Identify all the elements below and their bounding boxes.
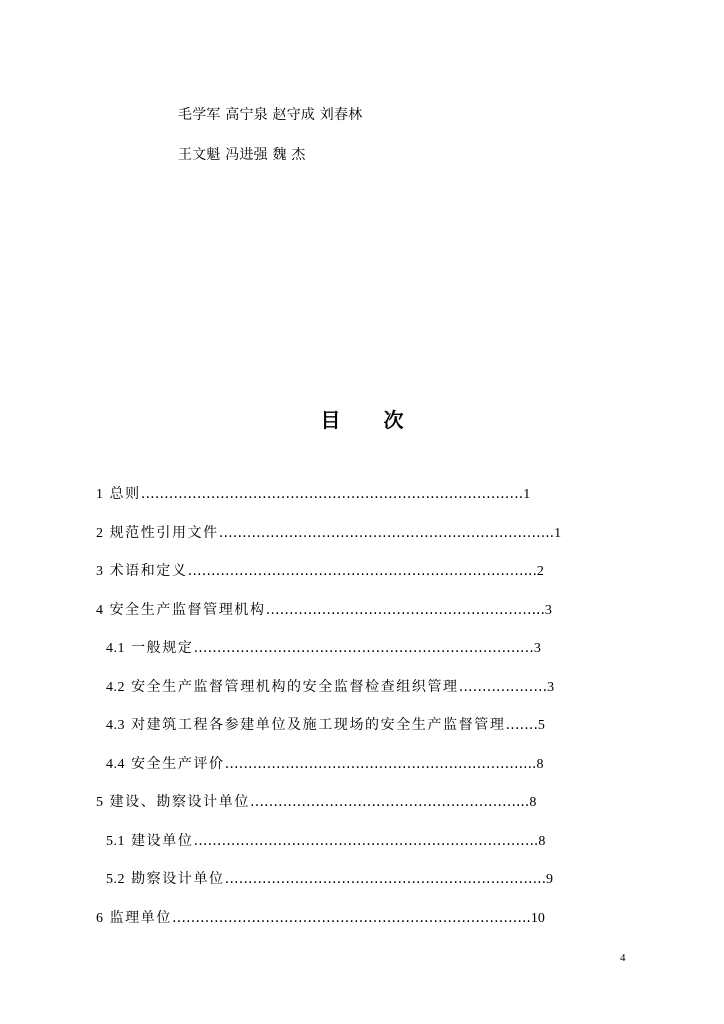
toc-entry-number: 5.2	[106, 872, 125, 887]
toc-entry-leader: ………………………………………………………………..	[193, 832, 539, 849]
toc-entry-leader: ………………………………………………………………...	[187, 563, 537, 579]
toc-entry-page: 9	[546, 872, 554, 887]
toc-entry-title: 总则	[109, 486, 141, 502]
toc-entry-leader: ………………………………………………………....	[224, 755, 537, 772]
toc-entry-page: 3	[544, 602, 552, 618]
toc-entry-number: 4.4	[106, 756, 125, 772]
toc-entry-number: 4.2	[106, 679, 125, 695]
toc-entry-title: 建设、勘察设计单位	[109, 794, 250, 810]
toc-entry	[96, 792, 561, 831]
toc-entry-page: 1	[523, 487, 531, 502]
toc-entry-title: 安全生产监督管理机构	[109, 601, 266, 618]
toc-heading: 目 次	[320, 408, 422, 432]
toc-entry-title: 监理单位	[109, 909, 172, 926]
toc-entry-leader: …………………………………………………………………..	[171, 909, 531, 926]
toc-entry-leader: ……………………………………………………………………….	[140, 486, 524, 502]
toc-entry-leader: …………………………………………………………...	[224, 871, 547, 887]
toc-entry-title: 勘察设计单位	[131, 871, 225, 887]
page-number: 4	[620, 952, 626, 964]
toc-entry-leader: ……………….	[458, 678, 548, 695]
author-names-line-1: 毛学军 高宁泉 赵守成 刘春林	[178, 107, 363, 123]
toc-entry	[96, 600, 561, 639]
toc-entry-page: 8	[529, 795, 537, 810]
toc-entry-leader: …………………………………………………...	[249, 794, 530, 810]
toc-entry-number: 2	[96, 525, 104, 541]
toc-entry-number: 1	[96, 487, 104, 502]
toc-entry-page: 2	[536, 564, 544, 579]
toc-entry-leader: …………………………………………………...	[265, 601, 545, 618]
toc-entry	[96, 715, 561, 754]
toc-entry-page: 1	[554, 525, 562, 541]
toc-entry-number: 6	[96, 910, 104, 926]
toc-entry-title: 规范性引用文件	[109, 524, 219, 541]
toc-entry	[96, 908, 561, 947]
toc-entry-title: 术语和定义	[109, 563, 188, 579]
toc-entry	[96, 561, 561, 600]
toc-entry-leader: …………………………………………………………….…	[193, 640, 534, 656]
toc-entry-title: 安全生产评价	[131, 755, 225, 772]
toc-entry-title: 一般规定	[131, 640, 194, 656]
toc-entry	[96, 484, 561, 523]
toc-entry-title: 安全生产监督管理机构的安全监督检查组织管理	[131, 678, 459, 695]
toc-entry-leader: …….	[505, 717, 538, 733]
toc-entry	[96, 638, 561, 677]
toc-entry-number: 3	[96, 564, 104, 579]
toc-entry-number: 5	[96, 795, 104, 810]
toc-entry	[96, 523, 561, 562]
toc-entry	[96, 754, 561, 793]
toc-entry-page: 3	[547, 679, 555, 695]
toc-entry-number: 4.3	[106, 718, 125, 733]
toc-entry-number: 5.1	[106, 833, 125, 849]
toc-entry-number: 4.1	[106, 641, 125, 656]
toc-entry-page: 8	[536, 756, 544, 772]
toc-entry	[96, 831, 561, 870]
toc-entry-number: 4	[96, 602, 104, 618]
toc-entry-title: 对建筑工程各参建单位及施工现场的安全生产监督管理	[131, 717, 506, 733]
toc-entry-page: 5	[537, 718, 545, 733]
toc-entry-title: 建设单位	[131, 832, 194, 849]
toc-entry	[96, 677, 561, 716]
toc-entry-page: 10	[530, 910, 545, 926]
toc-entry-leader: ……………………………………………………………...	[218, 524, 555, 541]
toc-entry	[96, 869, 561, 908]
author-names-line-2: 王文魁 冯进强 魏 杰	[178, 147, 306, 163]
toc-entry-page: 8	[538, 833, 546, 849]
table-of-contents	[96, 484, 561, 946]
toc-entry-page: 3	[533, 641, 541, 656]
